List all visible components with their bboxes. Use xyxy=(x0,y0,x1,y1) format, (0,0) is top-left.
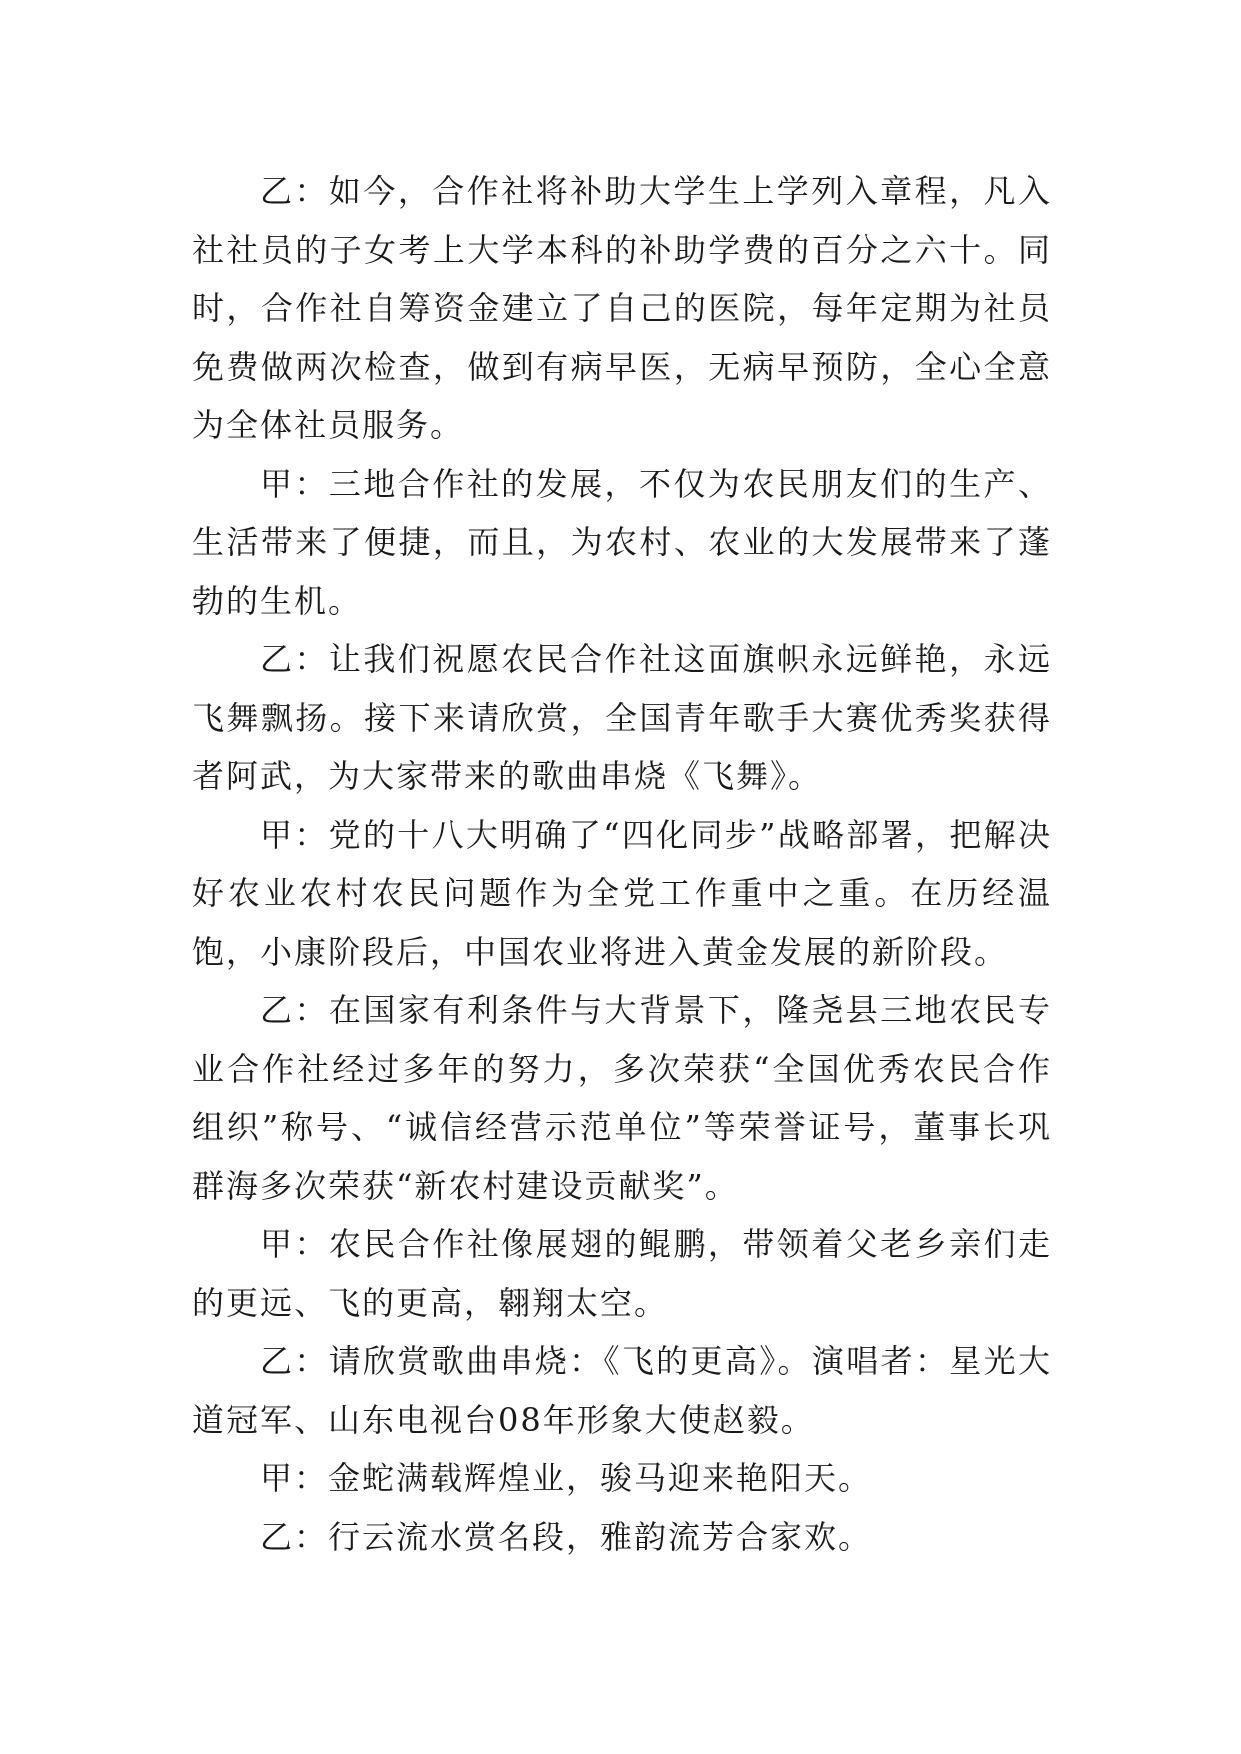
paragraph: 乙：请欣赏歌曲串烧：《飞的更高》。演唱者：星光大道冠军、山东电视台08年形象大使赵毅。 xyxy=(192,1342,1052,1439)
document-body xyxy=(192,162,1052,1566)
paragraph: 乙：让我们祝愿农民合作社这面旗帜永远鲜艳，永远飞舞飘扬。接下来请欣赏，全国青年歌手大赛优秀奖获得者阿武，为大家带来的歌曲串烧《飞舞》。 xyxy=(192,640,1052,795)
paragraph: 甲：三地合作社的发展，不仅为农民朋友们的生产、生活带来了便捷，而且，为农村、农业的大发展带来了蓬勃的生机。 xyxy=(192,464,1052,620)
paragraph: 乙：如今，合作社将补助大学生上学列入章程，凡入社社员的子女考上大学本科的补助学费的百分之六十。同时，合作社自筹资金建立了自己的医院，每年定期为社员免费做两次检查，做到有病早医，无病早预防，全心全意为全体社员服务。 xyxy=(192,172,1052,444)
paragraph: 甲：党的十八大明确了“四化同步”战略部署，把解决好农业农村农民问题作为全党工作重中之重。在历经温饱，小康阶段后，中国农业将进入黄金发展的新阶段。 xyxy=(192,815,1052,971)
paragraph: 乙：在国家有利条件与大背景下，隆尧县三地农民专业合作社经过多年的努力，多次荣获“全国优秀农民合作组织”称号、“诚信经营示范单位”等荣誉证号，董事长巩群海多次荣获“新农村建设贡献奖”。 xyxy=(192,991,1052,1205)
paragraph: 乙：行云流水赏名段，雅韵流芳合家欢。 xyxy=(260,1517,873,1556)
paragraph: 甲：金蛇满载辉煌业，骏马迎来艳阳天。 xyxy=(260,1459,873,1497)
paragraph: 甲：农民合作社像展翅的鲲鹏，带领着父老乡亲们走的更远、飞的更高，翱翔太空。 xyxy=(192,1225,1052,1322)
